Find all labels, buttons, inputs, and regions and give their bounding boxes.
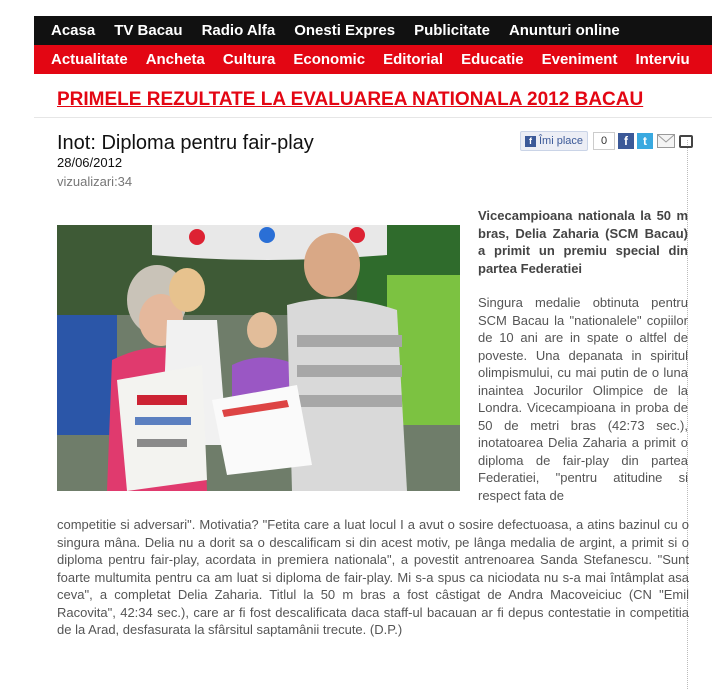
category-economic[interactable]: Economic [293,51,366,68]
twitter-icon[interactable]: t [637,133,653,149]
category-eveniment[interactable]: Eveniment [541,51,618,68]
facebook-icon[interactable]: f [618,133,634,149]
share-toolbar [520,131,693,151]
category-navigation [34,45,712,74]
nav-publicitate[interactable]: Publicitate [414,22,490,39]
article-body-full: competitie si adversari". Motivatia? "Fetita care a luat locul I a avut o sosire defectuoasa, a atins bazinul cu o singura mâna. Delia nu a dorit sa o descalificam si din acest motiv, pe lânga medalia de argint, a primit si o diploma pentru fair-play, acordata in premiera nationala", a povestit antrenoarea Sanda Stefanescu. "Sunt foarte multumita pentru ca am luat si diploma de fair-play. Mi s-a spus ca niciodata nu s-a mai întâmplat asa ceva", a completat Delia Zaharia. Titlul la 50 m bras a fost câstigat de Andra Macoveiciuc (CN "Emil Racovita", 42:34 sec.), care ar fi fost descalificata daca staff-ul bacauan ar fi depus contestatie in competitia de la Arad, desfasurata la sfârsitul saptamânii trecute. (D.P.) [57,517,689,637]
nav-radio-alfa[interactable]: Radio Alfa [201,22,276,39]
article-lead: Vicecampioana nationala la 50 m bras, Delia Zaharia (SCM Bacau) a primit un premiu special din partea Federatiei [478,208,688,276]
banner-link[interactable]: PRIMELE REZULTATE LA EVALUAREA NATIONALA 2012 BACAU [57,89,644,110]
article-title: Inot: Diploma pentru fair-play [57,132,314,154]
print-icon[interactable] [679,135,693,148]
like-label: Îmi place [539,135,584,147]
facebook-small-icon: f [525,136,536,147]
article-date: 28/06/2012 [57,155,123,170]
nav-anunturi-online[interactable]: Anunturi online [508,22,620,39]
category-ancheta[interactable]: Ancheta [145,51,205,68]
article-photo [57,225,460,491]
nav-acasa[interactable]: Acasa [51,22,96,39]
category-interviu[interactable]: Interviu [635,51,690,68]
facebook-like-button[interactable] [520,131,588,151]
nav-onesti-expres[interactable]: Onesti Expres [294,22,396,39]
nav-tv-bacau[interactable]: TV Bacau [114,22,183,39]
view-count: vizualizari:34 [57,174,133,189]
category-educatie[interactable]: Educatie [461,51,524,68]
article-body-column: Singura medalie obtinuta pentru SCM Bacau la "nationalele" copiilor de 10 ani are in spate o altfel de poveste. Una depanata in spiritul olimpismului, cu mai putin de o luna inaintea Jocurilor Olimpice de la Londra. Vicecampioana in proba de 50 de metri bras (42:73 sec.), inotatoarea Delia Zaharia a primit o diploma de fair-play din partea Federatiei, "pentru atitudine si respect fata de [478,295,688,503]
category-actualitate[interactable]: Actualitate [51,51,128,68]
like-count: 0 [593,132,615,150]
top-navigation [34,16,712,45]
category-cultura[interactable]: Cultura [222,51,276,68]
category-editorial[interactable]: Editorial [383,51,444,68]
email-icon[interactable] [657,134,675,148]
divider [34,117,712,118]
